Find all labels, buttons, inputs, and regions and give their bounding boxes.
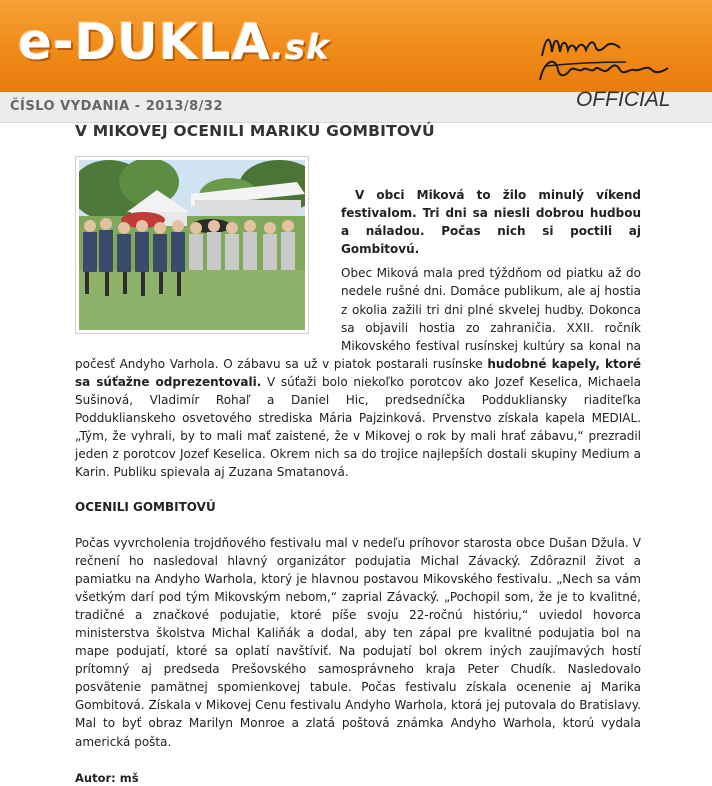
- paragraph-1-highlight: hudobné kapely, ktoré sa súťažne odprezentovali.: [75, 356, 642, 389]
- logo-tld: .sk: [271, 28, 330, 68]
- article-paragraph-2: Počas vyvrcholenia trojdňového festivalu mal v nedeľu príhovor starosta obce Dušan Džula. V rečnení ho nasledoval hlavný organizátor podujatia Michal Závacký. Zdôraznil život a pamiatku na Andyho Warhola, ktorý je hlavnou postavou Mikovského festivalu. „Nech sa vám všetkým darí pod tým Mikovským nebom,“ zaprial Závacký. „Pochopil som, že je to kvalitné, tradičné a značkové podujatie, ktoré píše svoju 22-ročnú históriu,“ uviedol hovorca ministerstva školstva Michal Kaliňák a dodal, aby ten zápal pre kvalitné podujatia bol na mape podujatí, ktoré sa oplatí navštíviť. Na podujatí bol okrem iných zaujímavých hostí prítomný aj predseda Prešovského samosprávneho kraja Peter Chudík. Nasledovalo posvätenie pamätnej spomienkovej tabule. Počas festivalu získala ocenenie aj Marika Gombitová. Získala v Mikovej Cenu festivalu Andyho Warhola, ktorá jej putovala do Bratislavy. Mal to byť obraz Marilyn Monroe a zlatá poštová známka Andyho Warhola, ktorú vydala americká pošta.: [75, 535, 641, 749]
- article: [75, 122, 641, 785]
- article-photo[interactable]: [75, 156, 309, 334]
- paragraph-1-start: Obec Miková mala pred týždňom od piatku až do nedele rušné dni. Domáce publikum, ale aj hostia z okolia zažili tri dni plné skvelej hudby. Dokonca sa objavili hostia zo zahraničia. XXII. ročník Mikovského festival rusínskej kultúry sa konal na počesť Andyho Varhola. O zábavu sa už v piatok postarali rusínske: [75, 266, 641, 371]
- paragraph-1-end: V súťaži bolo niekoľko porotcov ako Jozef Keselica, Michaela Sušinová, Vladimír Rohaľ a Daniel Hic, predsedníčka Poddukliansky riaditeľka Podduklianskeho osvetového strediska Mária Pajzinková. Prvenstvo získala kapela MEDIAL. „Tým, že vyhrali, by to mali mať zaistené, že v Mikovej o rok by mali hrať zábavu,“ prezradil jeden z porotcov Jozef Keselica. Okrem nich sa do trojice najlepších dostali skupiny Medium a Karin. Publiku spievala aj Zuzana Smatanová.: [75, 374, 641, 480]
- issue-number: ČÍSLO VYDANIA - 2013/8/32: [10, 99, 224, 114]
- logo-main: e-DUKLA: [18, 13, 272, 71]
- article-author: Autor: mš: [75, 770, 139, 785]
- site-header: [0, 0, 712, 92]
- article-subtitle: OCENILI GOMBITOVÚ: [75, 499, 216, 514]
- article-title: V MIKOVEJ OCENILI MARIKU GOMBITOVÚ: [75, 122, 435, 140]
- article-lead: V obci Miková to žilo minulý víkend festivalom. Tri dni sa niesli dobrou hudbou a náladou. Počas nich si poctili aj Gombitovú.: [341, 188, 641, 257]
- official-label: OFFICIAL: [576, 88, 671, 111]
- issue-bar: [0, 88, 712, 123]
- festival-photo-icon: [79, 160, 305, 330]
- site-logo[interactable]: [18, 10, 330, 80]
- signature-icon: [536, 26, 676, 86]
